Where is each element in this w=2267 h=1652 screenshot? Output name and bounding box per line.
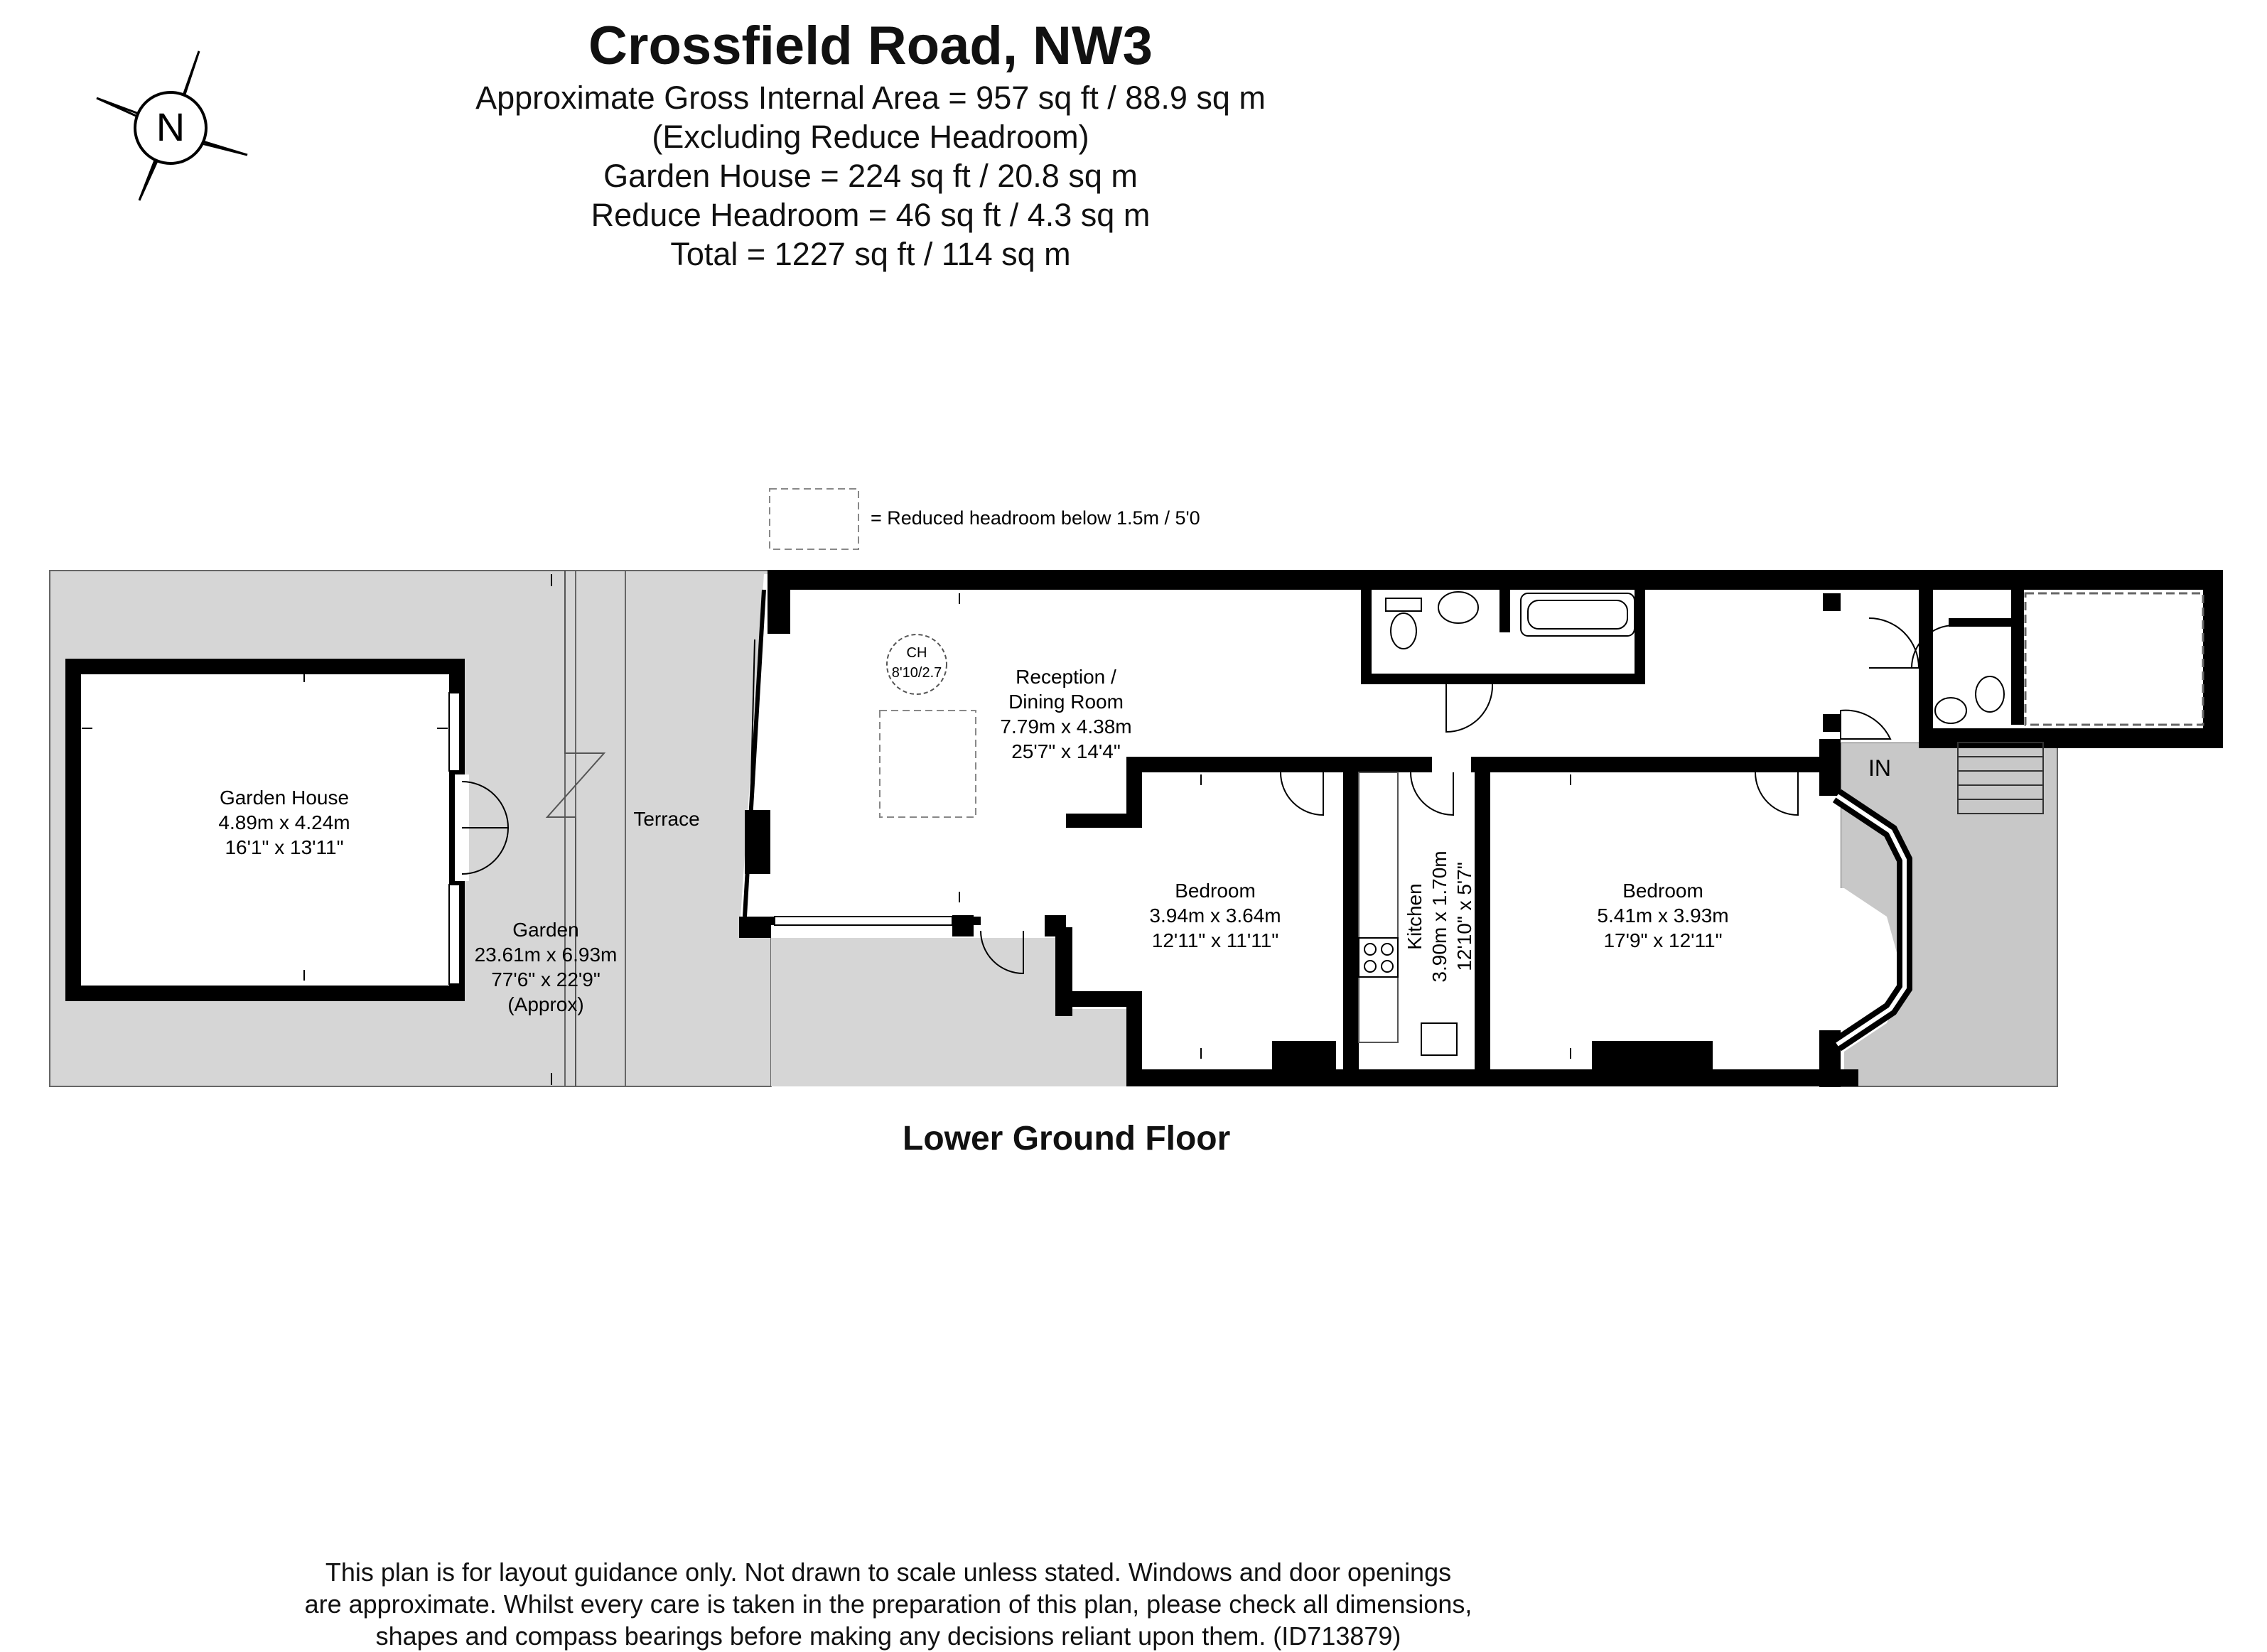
garden-house-name: Garden House [219, 787, 350, 809]
garden-house-metric: 4.89m x 4.24m [218, 811, 350, 833]
area-line: Total = 1227 sq ft / 114 sq m [670, 236, 1071, 272]
garden-note: (Approx) [507, 993, 584, 1015]
compass-letter: N [156, 104, 185, 149]
bedroom-1-metric: 3.94m x 3.64m [1149, 905, 1281, 927]
basin-icon [1438, 592, 1478, 623]
garden-house-imperial: 16'1" x 13'11" [225, 836, 344, 858]
legend [770, 489, 1200, 549]
ceiling-height-label: CH [906, 645, 927, 661]
bedroom-2-imperial: 17'9" x 12'11" [1603, 929, 1723, 951]
disclaimer-line: This plan is for layout guidance only. Not drawn to scale unless stated. Windows and door openings [325, 1557, 1452, 1587]
reception-name-2: Dining Room [1008, 691, 1124, 713]
kitchen-metric: 3.90m x 1.70m [1428, 851, 1450, 983]
legend-text: = Reduced headroom below 1.5m / 5'0 [871, 507, 1200, 529]
basin-icon [1935, 698, 1966, 723]
area-line: Garden House = 224 sq ft / 20.8 sq m [603, 158, 1138, 194]
compass-icon [97, 51, 247, 200]
reception-metric: 7.79m x 4.38m [1000, 716, 1132, 738]
bedroom-1-imperial: 12'11" x 11'11" [1151, 929, 1279, 951]
terrace-name: Terrace [633, 808, 700, 830]
plan-title: Crossfield Road, NW3 [588, 16, 1153, 76]
bedroom-1-name: Bedroom [1175, 880, 1256, 902]
toilet-icon [1976, 676, 2004, 712]
disclaimer-line: are approximate. Whilst every care is taken in the preparation of this plan, please check all dimensions, [304, 1589, 1472, 1619]
reception-imperial: 25'7" x 14'4" [1011, 740, 1121, 762]
ceiling-height-value: 8'10/2.7 [891, 665, 942, 681]
disclaimer-line: shapes and compass bearings before making any decisions reliant upon them. (ID713879) [375, 1621, 1401, 1651]
sink-icon [1421, 1023, 1457, 1055]
bedroom-2-metric: 5.41m x 3.93m [1597, 905, 1729, 927]
kitchen-imperial: 12'10" x 5'7" [1453, 862, 1475, 971]
garden-imperial: 77'6" x 22'9" [491, 968, 601, 990]
bedroom-2-name: Bedroom [1622, 880, 1703, 902]
disclaimer [0, 1556, 1777, 1652]
area-line: Approximate Gross Internal Area = 957 sq ft / 88.9 sq m [475, 80, 1266, 116]
floor-label: Lower Ground Floor [903, 1120, 1231, 1157]
entrance-label: IN [1868, 755, 1891, 781]
reception-name-1: Reception / [1016, 666, 1116, 688]
garden-metric: 23.61m x 6.93m [474, 944, 618, 966]
area-line: Reduce Headroom = 46 sq ft / 4.3 sq m [591, 197, 1151, 233]
toilet-icon [1391, 613, 1416, 649]
garden-name: Garden [512, 919, 579, 941]
hob-icon [1359, 938, 1398, 977]
kitchen-name: Kitchen [1404, 883, 1426, 950]
area-line: (Excluding Reduce Headroom) [652, 119, 1089, 155]
